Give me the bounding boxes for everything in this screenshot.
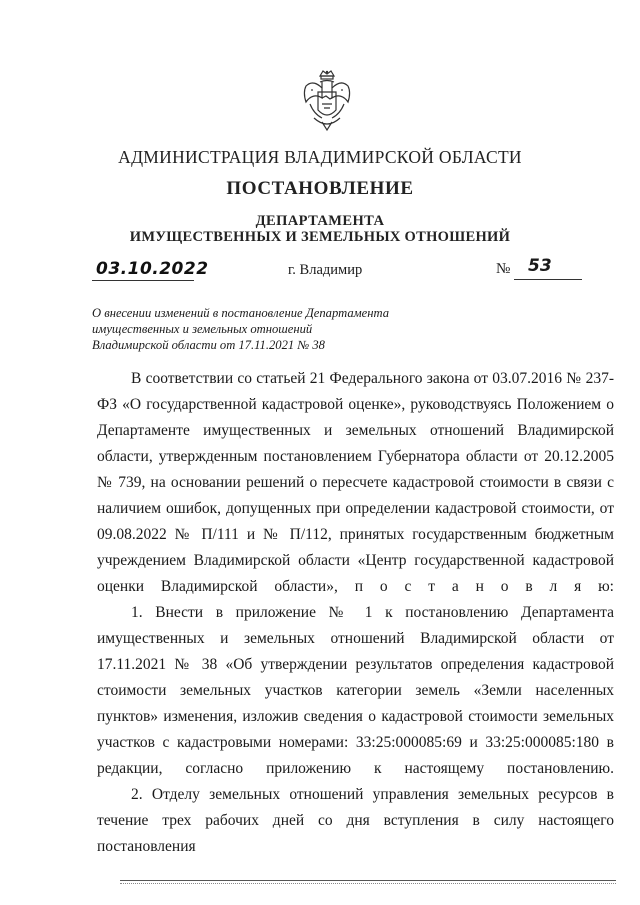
number-label: №: [496, 261, 511, 277]
item-1-paragraph: 1. Внести в приложение № 1 к постановлению Департамента имущественных и земельных отношений Владимирской области от 17.11.2021 № 38 «Об утверждении результатов определения кадастровой стоимости земельных участков категории земель «Земли населенных пунктов» изменения, изложив сведения о кадастровой стоимости земельных участков с кадастровыми номерами: 33:25:000085:69 и 33:25:000085:180 в редакции, согласно приложению к настоящему постановлению.: [97, 604, 614, 777]
city: г. Владимир: [288, 262, 363, 278]
document-number: 53: [528, 256, 552, 276]
page-footer-rule-dotted: [120, 883, 616, 884]
page-footer-rule: [120, 880, 616, 881]
department-line-1: ДЕПАРТАМЕНТА: [255, 213, 385, 229]
document-date: 03.10.2022: [96, 259, 209, 279]
administration-title: АДМИНИСТРАЦИЯ ВЛАДИМИРСКОЙ ОБЛАСТИ: [118, 147, 522, 167]
department-line-2: ИМУЩЕСТВЕННЫХ И ЗЕМЕЛЬНЫХ ОТНОШЕНИЙ: [129, 229, 511, 245]
document-type: ПОСТАНОВЛЕНИЕ: [226, 178, 414, 199]
item-2-paragraph: 2. Отделу земельных отношений управления земельных ресурсов в течение трех рабочих дней со дня вступления в силу настоящего постановления: [97, 786, 614, 855]
subject-line-1: О внесении изменений в постановление Департамента: [92, 306, 390, 320]
subject-line-3: Владимирской области от 17.11.2021 № 38: [92, 338, 325, 352]
preamble-paragraph: В соответствии со статьей 21 Федерального закона от 03.07.2016 № 237-ФЗ «О государственной кадастровой оценке», руководствуясь Положением о Департаменте имущественных и земельных отношений Владимирской области, утвержденным постановлением Губернатора области от 20.12.2005 № 739, на основании решений о пересчете кадастровой стоимости в связи с наличием ошибок, допущенных при определении кадастровой стоимости, от 09.08.2022 № П/111 и № П/112, принятых государственным бюджетным учреждением Владимирской области «Центр государственной кадастровой оценки Владимирской области», п о с т а н о в л я ю:: [97, 370, 614, 595]
document-subject: [92, 305, 422, 353]
number-underline: [514, 279, 582, 280]
date-underline: [92, 280, 194, 281]
subject-line-2: имущественных и земельных отношений: [92, 322, 313, 336]
coat-of-arms-icon: [300, 68, 354, 134]
